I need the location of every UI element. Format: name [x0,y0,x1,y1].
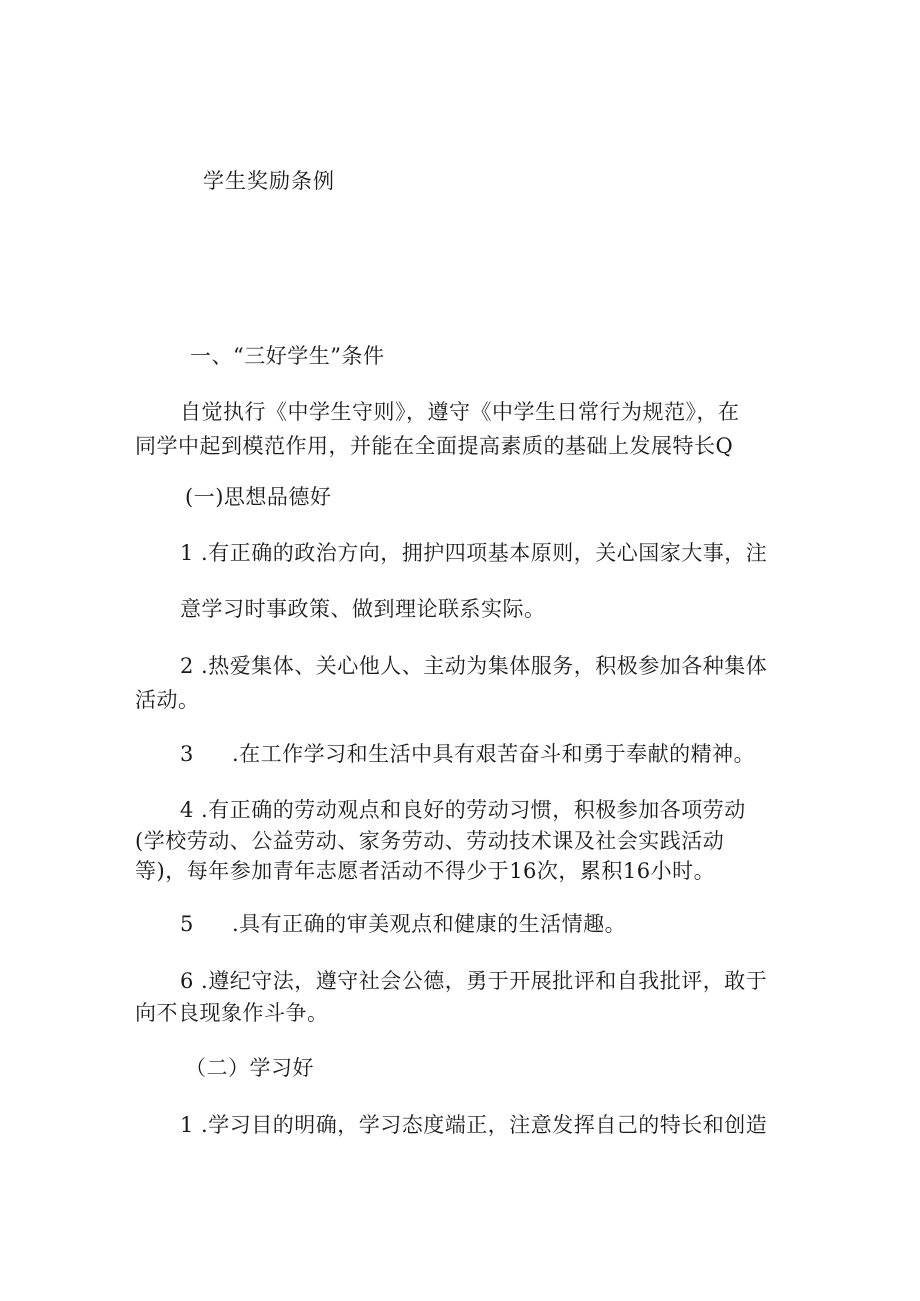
moral-item-4-line-1: 4 .有正确的劳动观点和良好的劳动习惯，积极参加各项劳动 [180,798,746,822]
moral-item-3-text: .在工作学习和生活中具有艰苦奋斗和勇于奉献的精神。 [232,742,756,766]
moral-item-2-line-1: 2 .热爱集体、关心他人、主动为集体服务，积极参加各种集体 [180,654,768,678]
moral-item-4-line-2: (学校劳动、公益劳动、家务劳动、劳动技术课及社会实践活动 [135,829,725,853]
section-heading: 一、“三好学生”条件 [190,344,385,368]
subsection-heading-study: （二）学习好 [185,1056,314,1080]
moral-item-1-line-2: 意学习时事政策、做到理论联系实际。 [180,597,546,621]
moral-item-6-line-1: 6 .遵纪守法，遵守社会公德，勇于开展批评和自我批评，敢于 [180,969,768,993]
document-title: 学生奖励条例 [203,169,335,193]
moral-item-1-line-1: 1 .有正确的政治方向，拥护四项基本原则，关心国家大事，注 [180,541,768,565]
moral-item-5-text: .具有正确的审美观点和健康的生活情趣。 [232,912,627,936]
moral-item-2-line-2: 活动。 [135,688,200,712]
study-item-1-line-1: 1 .学习目的明确，学习态度端正，注意发挥自己的特长和创造 [180,1113,768,1137]
moral-item-3-number: 3 [180,742,194,766]
moral-item-4-line-3: 等)，每年参加青年志愿者活动不得少于16次，累积16小时。 [135,859,716,883]
intro-line-1: 自觉执行《中学生守则》，遵守《中学生日常行为规范》，在 [180,400,740,424]
moral-item-5-number: 5 [180,912,194,936]
intro-line-2: 同学中起到模范作用，并能在全面提高素质的基础上发展特长Q [135,434,734,458]
moral-item-6-line-2: 向不良现象作斗争。 [135,1001,329,1025]
subsection-heading-moral: (一)思想品德好 [185,485,332,509]
